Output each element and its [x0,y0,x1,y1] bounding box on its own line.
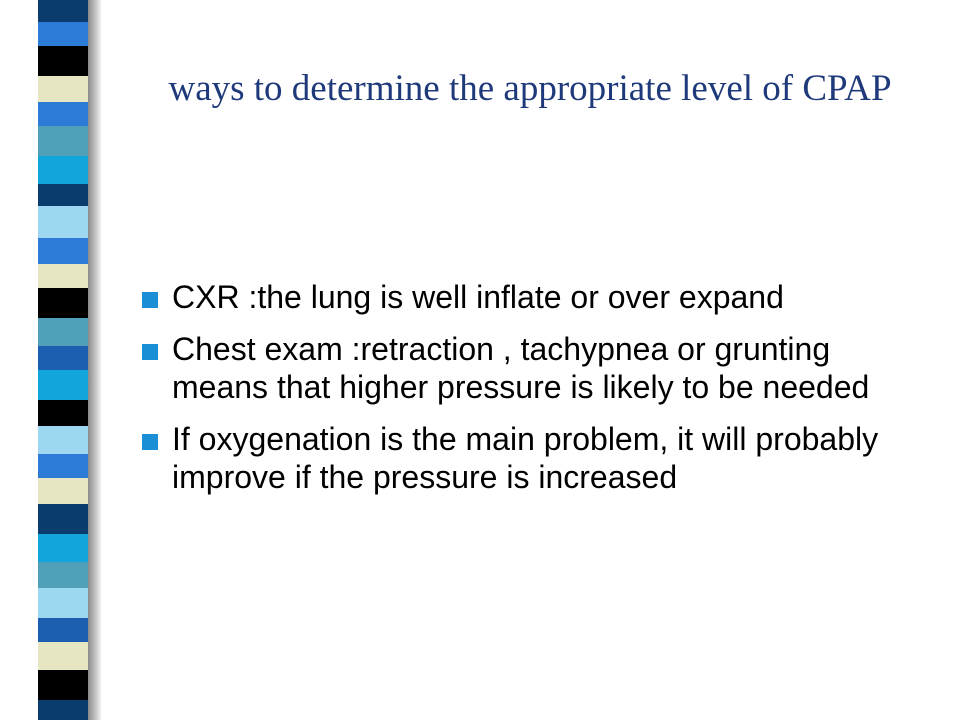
stripe-block [38,504,88,534]
stripe-block [38,478,88,504]
stripe-block [38,534,88,562]
stripe-block [38,238,88,264]
stripe-block [38,642,88,670]
bullet-text: Chest exam :retraction , tachypnea or grunting means that higher pressure is likely to be needed [172,331,870,405]
bullet-text: CXR :the lung is well inflate or over expand [172,279,784,315]
stripe-block [38,288,88,318]
bullet-item [142,330,932,406]
stripe-block [38,46,88,76]
stripe-block [38,454,88,478]
bullet-item [142,420,932,496]
stripe-block [38,346,88,370]
square-bullet-icon [142,434,158,450]
bullet-list [142,278,932,510]
slide-title: ways to determine the appropriate level of CPAP [168,68,892,109]
stripe-block [38,0,88,22]
stripe-block [38,700,88,720]
bullet-item [142,278,932,316]
stripe-block [38,670,88,700]
stripe-shadow [88,0,102,720]
decorative-stripe [0,0,110,720]
stripe-block [38,370,88,400]
stripe-block [38,206,88,238]
stripe-block [38,426,88,454]
square-bullet-icon [142,292,158,308]
stripe-block [38,588,88,618]
stripe-block [38,400,88,426]
stripe-block [38,156,88,184]
stripe-block [38,22,88,46]
bullet-text: If oxygenation is the main problem, it will probably improve if the pressure is increased [172,421,879,495]
stripe-block [38,102,88,126]
stripe-block [38,76,88,102]
stripe-block [38,126,88,156]
stripe-block [38,562,88,588]
stripe-block [38,618,88,642]
stripe-block [38,318,88,346]
stripe-block [38,184,88,206]
square-bullet-icon [142,344,158,360]
stripe-block [38,264,88,288]
